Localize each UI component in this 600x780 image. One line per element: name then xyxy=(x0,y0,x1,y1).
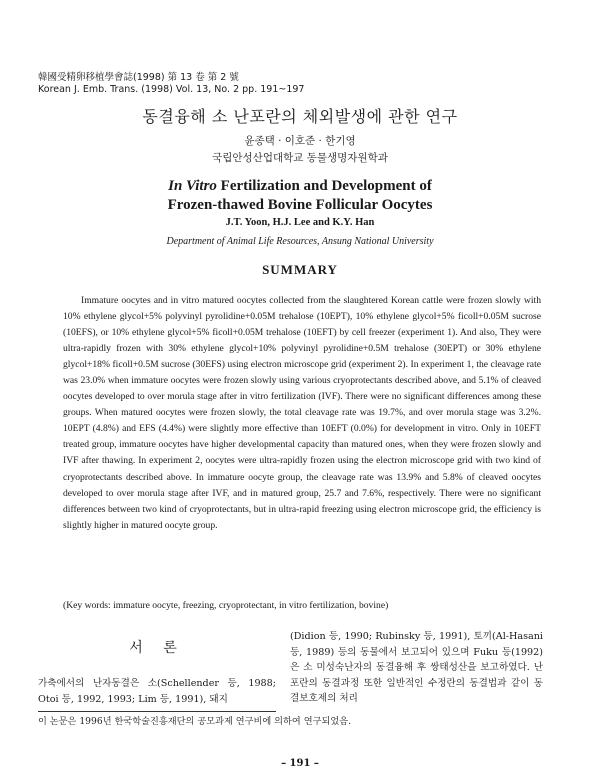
body-right-column: (Didion 등, 1990; Rubinsky 등, 1991), 토끼(Al-Hasani 등, 1989) 등의 동물에서 보고되어 있으며 Fuku 등(1992)은 소 미성숙난자의 동결융해 후 쌍태성산을 보고하였다. 난포란의 동결과정 또한 일반적인 수정란의 동결법과 같이 동결보호제의 처리 xyxy=(290,631,543,705)
korean-affiliation: 국립안성산업대학교 동물생명자원학과 xyxy=(212,152,388,164)
english-title-italic: In Vitro xyxy=(168,178,217,194)
footnote: 이 논문은 1996년 한국학술진흥재단의 공모과제 연구비에 의하여 연구되었음. xyxy=(38,716,351,727)
keywords: (Key words: immature oocyte, freezing, cryoprotectant, in vitro fertilization, bovine) xyxy=(63,600,389,611)
english-authors: J.T. Yoon, H.J. Lee and K.Y. Han xyxy=(225,217,375,228)
body-left-column: 가축에서의 난자동결은 소(Schellender 등, 1988; Otoi 등, 1992, 1993; Lim 등, 1991), 돼지 xyxy=(38,678,276,705)
abstract xyxy=(63,293,541,534)
section-heading-introduction: 서 론 xyxy=(129,640,185,656)
journal-header-korean: 韓國受精卵移植學會誌(1998) 第 13 卷 第 2 號 xyxy=(38,72,239,83)
korean-title: 동결융해 소 난포란의 체외발생에 관한 연구 xyxy=(142,107,458,126)
footnote-divider xyxy=(38,711,276,712)
english-title-line1: Fertilization and Development of xyxy=(216,178,432,194)
journal-header-english: Korean J. Emb. Trans. (1998) Vol. 13, No. 2 pp. 191~197 xyxy=(38,84,305,95)
page-number: – 191 – xyxy=(281,758,319,769)
english-title-line2: Frozen-thawed Bovine Follicular Oocytes xyxy=(167,197,433,213)
abstract-text: Immature oocytes and in vitro matured oocytes collected from the slaughtered Korean cattle were frozen slowly with 10% ethylene glycol+5% polyvinyl pyrolidine+0.05M trehalose (10EPT), 10% ethylene glycol+5% ficoll+0.05M sucrose (10EFS), or 10% ethylene glycol+5% ficoll+0.05M trehalose (10EFT) by cell freezer (experiment 1). And also, They were ultra-rapidly frozen with 30% ethylene glycol+10% polyvinyl pyrolidine+0.5M trehalose (30EPT) or 30% ethylene glycol+18% ficoll+0.5M sucrose (30EFS) using electron microscope grid (experiment 2). In experiment 1, the cleavage rate was 23.0% when immature oocytes were frozen slowly using various cryoprotectants described above, and 5.1% of cleaved oocytes developed to over morula stage after in vitro fertilization (IVF). There were no significant differences among these groups. When matured oocytes were frozen slowly, the total cleavage rate was 19.7%, and over morula stage was 3.2%. 10EPT (4.8%) and EFS (4.4%) were slightly more effective than 10EFT (0.0%) for development in vitro. Only in 10EFT treated group, immature oocytes have higher developmental capacity than matured ones, when they were frozen slowly and IVF after thawing. In experiment 2, oocytes were ultra-rapidly frozen using the electron microscope grid with two kind of cryoprotectants described above. In immature oocyte group, the cleavage rate was 13.9% and 5.8% of cleaved oocytes developed to over morula stage after IVF, and in matured group, 25.7 and 7.6%, respectively. There were no significant differences between two kind of cryoprotectants, but in ultra-rapid freezing using electron microscope grid, the efficiency is slightly higher in matured oocyte group. xyxy=(63,295,541,531)
korean-authors: 윤종택 · 이호준 · 한기영 xyxy=(244,135,356,147)
summary-heading: SUMMARY xyxy=(262,262,338,277)
english-affiliation: Department of Animal Life Resources, Ansung National University xyxy=(166,236,434,247)
english-title xyxy=(0,177,600,215)
